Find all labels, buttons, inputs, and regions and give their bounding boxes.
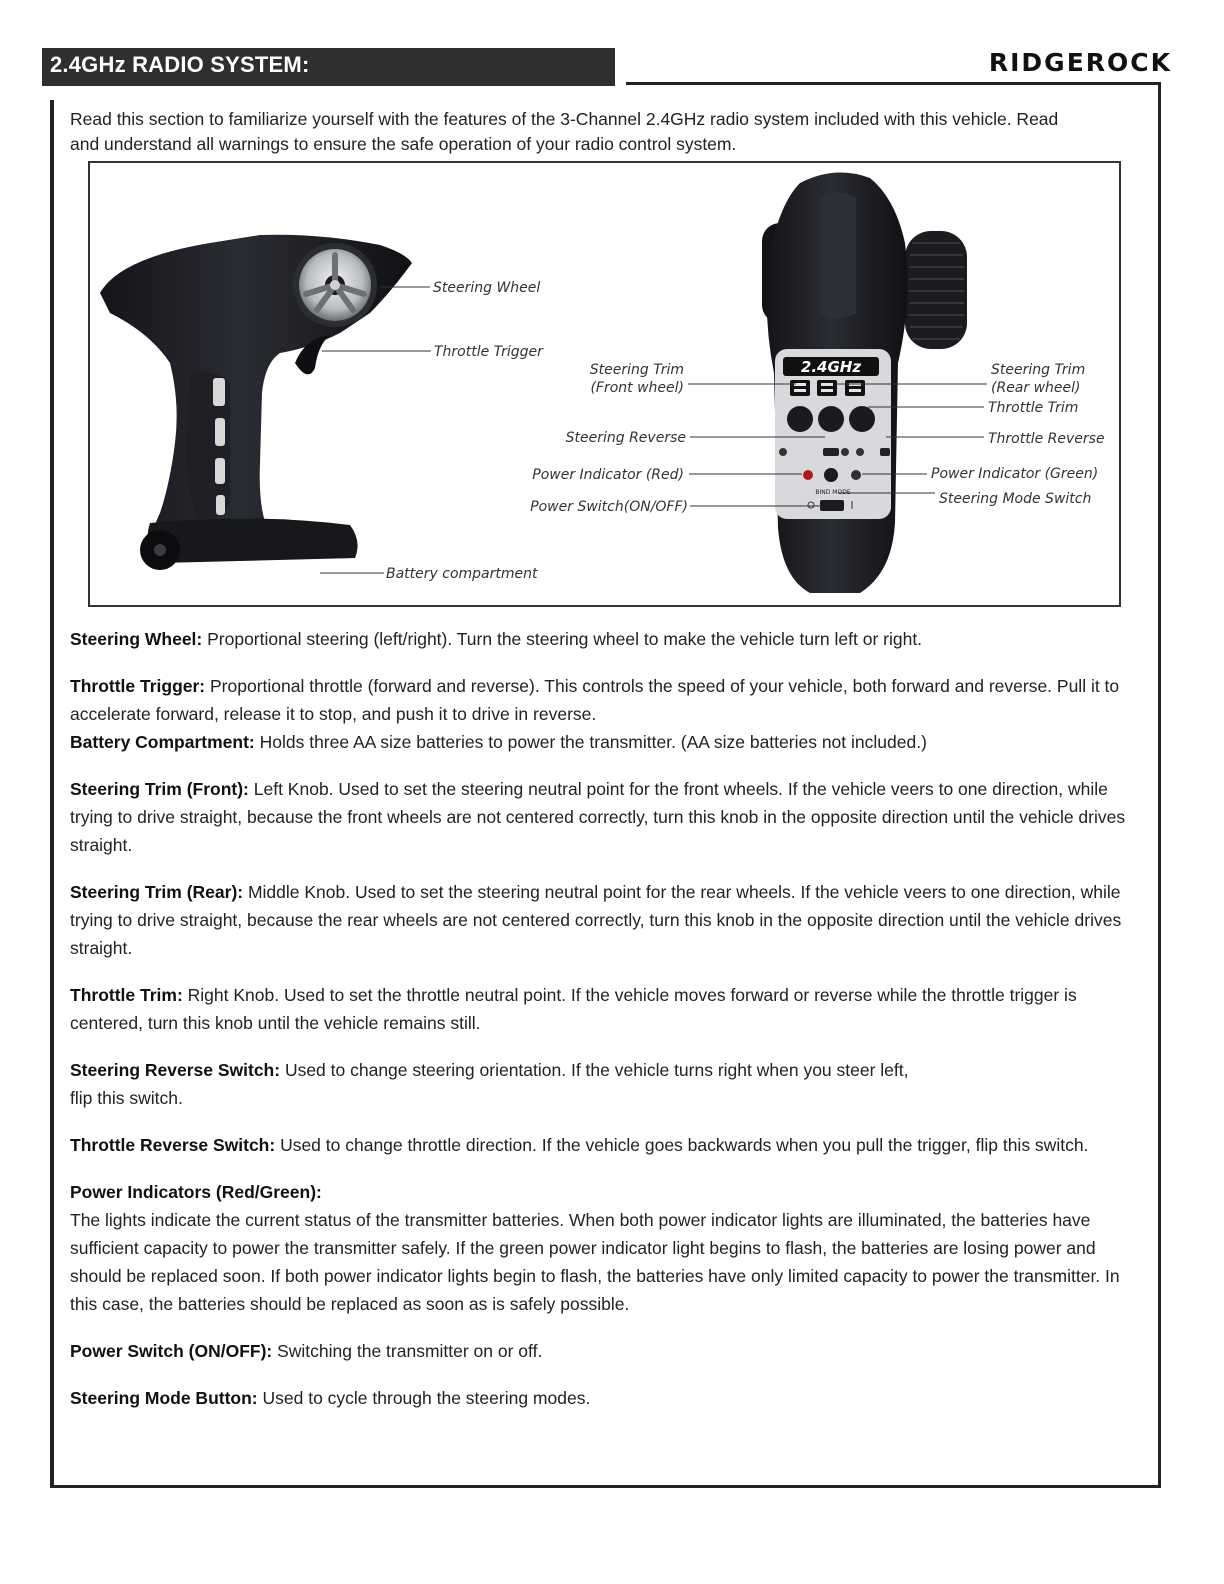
steering-mode-button[interactable] — [824, 468, 838, 482]
label-throttle-trigger: Throttle Trigger — [434, 344, 543, 360]
throttle-trim-knob[interactable] — [849, 406, 875, 432]
text-steering-wheel: Proportional steering (left/right). Turn the steering wheel to make the vehicle turn left or right. — [202, 629, 923, 649]
power-indicator-red-light — [803, 470, 813, 480]
label-power-indicator-green: Power Indicator (Green) — [931, 466, 1099, 482]
label-throttle-reverse: Throttle Reverse — [988, 431, 1105, 447]
steering-trim-front-knob[interactable] — [787, 406, 813, 432]
frame-border-bottom — [50, 1485, 1161, 1488]
desc-throttle-trim — [70, 981, 1145, 1037]
label-steering-trim-rear-line2: (Rear wheel) — [991, 380, 1081, 396]
desc-steering-wheel — [70, 625, 1145, 653]
label-throttle-trim: Throttle Trim — [988, 400, 1079, 416]
text-throttle-reverse: Used to change throttle direction. If the vehicle goes backwards when you pull the trigger, flip this switch. — [275, 1135, 1089, 1155]
term-battery-compartment: Battery Compartment: — [70, 732, 255, 752]
brand-logo: RIDGEROCK — [988, 48, 1172, 77]
throttle-reverse-switch[interactable] — [880, 448, 890, 456]
label-power-indicator-red: Power Indicator (Red) — [532, 467, 684, 483]
label-battery-compartment: Battery compartment — [386, 566, 538, 582]
text-power-switch: Switching the transmitter on or off. — [272, 1341, 543, 1361]
desc-steering-mode — [70, 1384, 1145, 1412]
term-throttle-trigger: Throttle Trigger: — [70, 676, 206, 696]
side-view-transmitter — [100, 235, 412, 570]
term-steering-trim-rear: Steering Trim (Rear): — [70, 882, 244, 902]
text-steering-mode: Used to cycle through the steering modes. — [257, 1388, 591, 1408]
power-indicator-green-light — [851, 470, 861, 480]
text-power-indicators: The lights indicate the current status of the transmitter batteries. When both power indicator lights are illuminated, the batteries have sufficient capacity to power the transmitter safely. If the green power indicator light begins to flash, the batteries are losing power and should be replaced soon. If both power indicator lights begin to flash, the batteries have only limited capacity to power the transmitter. In this case, the batteries should be replaced as soon as is safely possible. — [70, 1210, 1120, 1314]
term-steering-wheel: Steering Wheel: — [70, 629, 203, 649]
panel-band-label: 2.4GHz — [800, 358, 862, 376]
text-throttle-trim: Right Knob. Used to set the throttle neutral point. If the vehicle moves forward or reverse while the throttle trigger is centered, turn this knob until the vehicle remains still. — [70, 985, 1077, 1033]
text-steering-reverse: Used to change steering orientation. If the vehicle turns right when you steer left, — [280, 1060, 909, 1080]
frame-border-left — [50, 100, 54, 1488]
section-title: 2.4GHz RADIO SYSTEM: — [50, 52, 310, 77]
term-steering-reverse: Steering Reverse Switch: — [70, 1060, 281, 1080]
transmitter-figure — [88, 161, 1121, 607]
label-steering-trim-front-line2: (Front wheel) — [590, 380, 684, 396]
text-steering-trim-rear: Middle Knob. Used to set the steering neutral point for the rear wheels. If the vehicle veers to one direction, while trying to drive straight, because the rear wheels are not centered correctly, turn this knob in the opposite direction until the vehicle drives straight. — [70, 882, 1122, 958]
power-switch[interactable] — [820, 500, 844, 511]
desc-steering-trim-front — [70, 775, 1145, 859]
desc-power-indicators — [70, 1178, 1145, 1318]
intro-paragraph: Read this section to familiarize yourself with the features of the 3-Channel 2.4GHz radio system included with this vehicle. Read and understand all warnings to ensure the safe operation of your radio control system. — [70, 109, 1059, 154]
desc-power-switch — [70, 1337, 1145, 1365]
desc-battery-compartment — [70, 728, 1145, 756]
desc-throttle-reverse — [70, 1131, 1145, 1159]
frame-border-right — [1158, 82, 1161, 1488]
desc-steering-trim-rear — [70, 878, 1145, 962]
label-steering-reverse: Steering Reverse — [565, 430, 686, 446]
term-steering-mode: Steering Mode Button: — [70, 1388, 258, 1408]
term-throttle-trim: Throttle Trim: — [70, 985, 183, 1005]
text-throttle-trigger: Proportional throttle (forward and reverse). This controls the speed of your vehicle, both forward and reverse. Pull it to accelerate forward, release it to stop, and push it to drive in reverse. — [70, 676, 1120, 724]
desc-throttle-trigger — [70, 672, 1145, 728]
transmitter-illustration — [90, 163, 1119, 605]
text-steering-trim-front: Left Knob. Used to set the steering neutral point for the front wheels. If the vehicle veers to one direction, while trying to drive straight, because the front wheels are not centered correctly, turn this knob in the opposite direction until the vehicle drives straight. — [70, 779, 1126, 855]
term-power-indicators: Power Indicators (Red/Green): — [70, 1182, 322, 1202]
descriptions — [70, 625, 1145, 1431]
steering-reverse-switch[interactable] — [823, 448, 839, 456]
label-steering-mode-switch: Steering Mode Switch — [939, 491, 1092, 507]
label-steering-trim-rear-line1: Steering Trim — [991, 362, 1086, 378]
label-power-switch: Power Switch(ON/OFF) — [530, 499, 688, 515]
text-steering-reverse-line2: flip this switch. — [70, 1088, 183, 1108]
desc-steering-reverse — [70, 1056, 1145, 1112]
label-steering-wheel: Steering Wheel — [433, 280, 541, 296]
term-steering-trim-front: Steering Trim (Front): — [70, 779, 249, 799]
term-throttle-reverse: Throttle Reverse Switch: — [70, 1135, 276, 1155]
text-battery-compartment: Holds three AA size batteries to power the transmitter. (AA size batteries not included.) — [254, 732, 927, 752]
steering-trim-rear-knob[interactable] — [818, 406, 844, 432]
label-steering-trim-front-line1: Steering Trim — [589, 362, 684, 378]
panel-bind-mode-label: BIND MODE — [815, 489, 851, 496]
term-power-switch: Power Switch (ON/OFF): — [70, 1341, 273, 1361]
front-view-transmitter — [762, 173, 967, 593]
frame-border-top — [626, 82, 1161, 85]
